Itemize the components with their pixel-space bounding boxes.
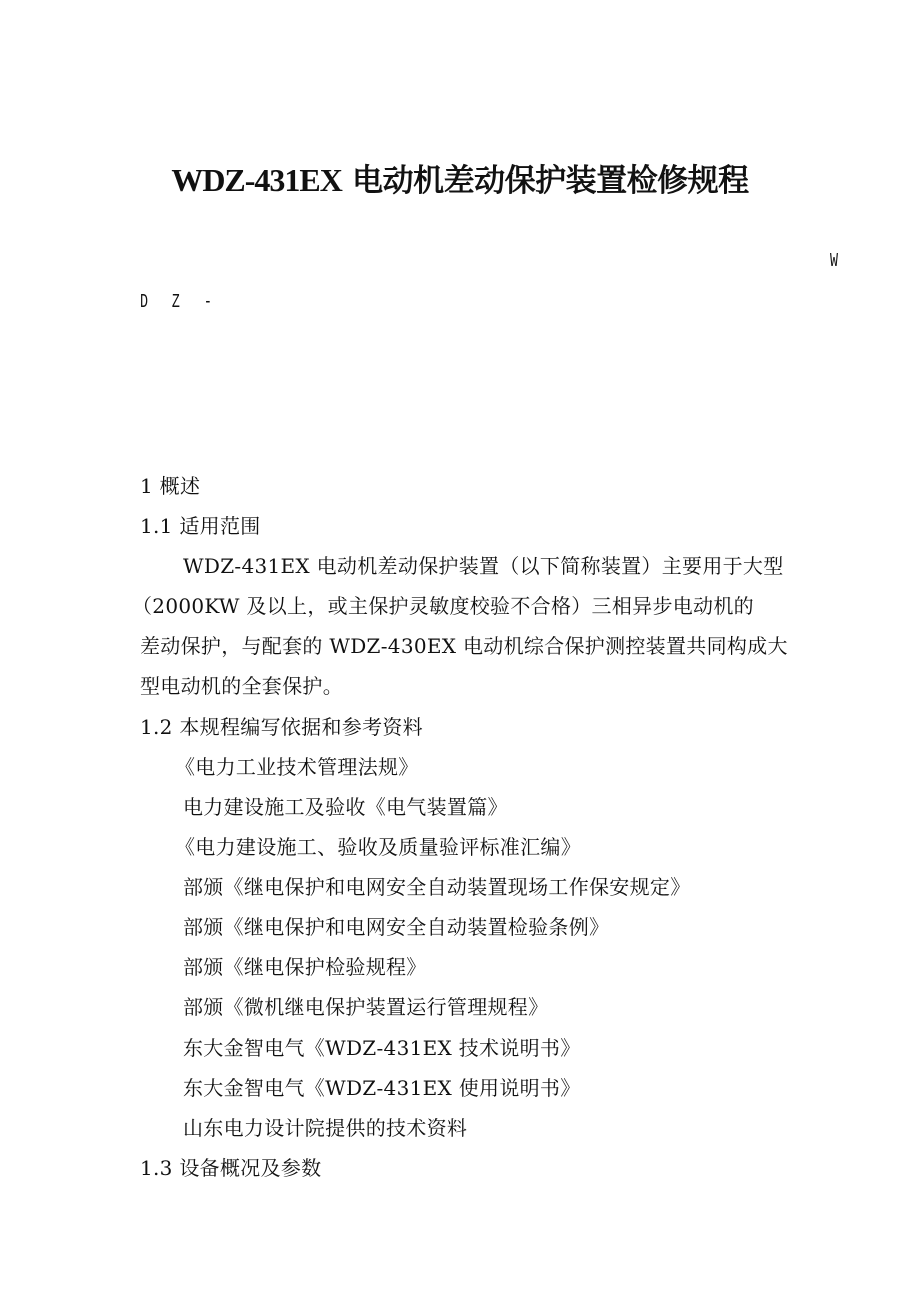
reference-item: 部颁《微机继电保护装置运行管理规程》 bbox=[183, 995, 549, 1019]
reference-item: 东大金智电气《WDZ-431EX 技术说明书》 bbox=[183, 1036, 581, 1060]
heading-section-1-1: 1.1 适用范围 bbox=[140, 514, 261, 538]
paragraph-line: 型电动机的全套保护。 bbox=[140, 674, 343, 698]
paragraph-line: 差动保护，与配套的 WDZ-430EX 电动机综合保护测控装置共同构成大 bbox=[140, 634, 788, 658]
reference-item: 电力建设施工及验收《电气装置篇》 bbox=[183, 795, 508, 819]
reference-item: 部颁《继电保护和电网安全自动装置现场工作保安规定》 bbox=[183, 875, 691, 899]
document-title bbox=[0, 155, 920, 200]
heading-section-1-2: 1.2 本规程编写依据和参考资料 bbox=[140, 715, 423, 739]
heading-section-1: 1 概述 bbox=[140, 474, 201, 498]
title-model-number: WDZ-431EX bbox=[171, 162, 342, 198]
reference-item: 《电力建设施工、验收及质量验评标准汇编》 bbox=[175, 835, 581, 859]
reference-item: 《电力工业技术管理法规》 bbox=[175, 755, 419, 779]
paragraph-line: WDZ-431EX 电动机差动保护装置（以下简称装置）主要用于大型 bbox=[183, 554, 784, 578]
paragraph-line: （2000KW 及以上，或主保护灵敏度校验不合格）三相异步电动机的 bbox=[132, 594, 754, 618]
reference-item: 部颁《继电保护检验规程》 bbox=[183, 955, 427, 979]
reference-item: 山东电力设计院提供的技术资料 bbox=[183, 1116, 468, 1140]
title-text: 电动机差动保护装置检修规程 bbox=[352, 163, 749, 199]
reference-item: 部颁《继电保护和电网安全自动装置检验条例》 bbox=[183, 915, 610, 939]
heading-section-1-3: 1.3 设备概况及参数 bbox=[140, 1156, 322, 1180]
stray-fragment-dz: D Z - bbox=[140, 291, 212, 313]
stray-fragment-w: W bbox=[830, 250, 838, 272]
reference-item: 东大金智电气《WDZ-431EX 使用说明书》 bbox=[183, 1076, 581, 1100]
